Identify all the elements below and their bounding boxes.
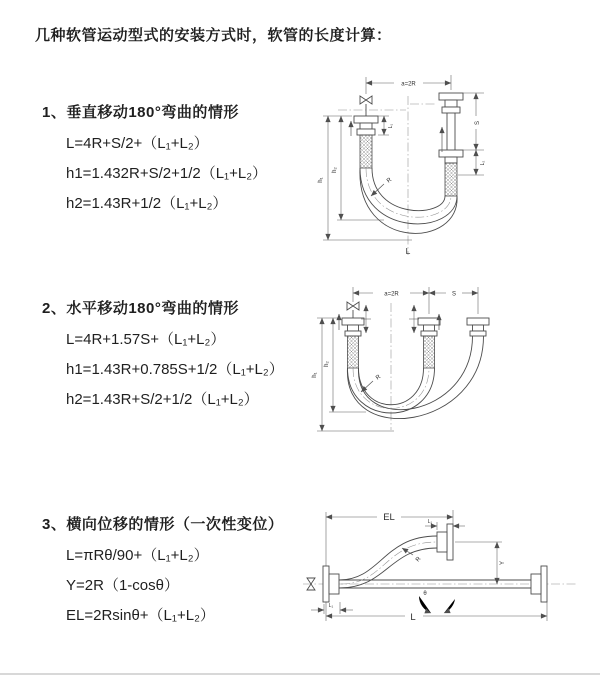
dim-l1-top-label: L₁: [427, 519, 433, 525]
section-3-heading: 3、横向位移的情形（一次性变位）: [42, 516, 284, 533]
dim-h1-label: h₁: [312, 372, 318, 378]
section-vertical-180: [42, 101, 267, 219]
right-hose-end-fitting: [439, 93, 463, 196]
radius-callout: [371, 177, 394, 196]
radius-label: R: [415, 556, 423, 564]
diagram-horizontal-180-bend: [306, 278, 540, 455]
right-top-flange: [437, 524, 453, 560]
dim-l1-label: L₁: [388, 123, 394, 129]
left-flange: [323, 566, 339, 602]
dim-top-label: a=2R: [384, 291, 399, 298]
middle-hose-end-fitting: [418, 318, 440, 368]
hose-u-curves: [347, 336, 483, 419]
section-horizontal-180: [42, 297, 284, 415]
dim-top-label: a=2R: [401, 81, 416, 88]
dim-h2-label: h₂: [332, 167, 338, 173]
dim-top-s: [429, 287, 478, 314]
hose-u-curves: [360, 168, 457, 233]
dim-top-a2r: [366, 75, 451, 94]
dim-el: [326, 510, 453, 566]
braided-hose-section: [348, 336, 359, 368]
length-label: L: [405, 246, 411, 256]
dim-s-label: S: [451, 291, 457, 298]
formula-l: L=πRθ/90+（L₁+L₂）: [66, 547, 209, 564]
formula-h1: h1=1.432R+S/2+1/2（L₁+L₂）: [66, 165, 268, 182]
braided-hose-section: [424, 336, 435, 368]
radius-callout: [361, 374, 383, 392]
dim-l-label: L: [410, 612, 416, 623]
formula-l: L=4R+S/2+（L₁+L₂）: [66, 135, 209, 152]
formula-l: L=4R+1.57S+（L₁+L₂）: [66, 331, 226, 348]
dim-y-label: Y: [500, 560, 506, 566]
section-1-heading: 1、垂直移动180°弯曲的情形: [42, 104, 239, 121]
dim-l: [326, 602, 547, 623]
dim-y: [455, 542, 506, 584]
dim-el-label: EL: [383, 512, 395, 523]
right-hose-end-fitting: [467, 318, 489, 336]
right-bottom-flange: [531, 566, 547, 602]
centerlines: [338, 96, 437, 255]
dim-l1: [378, 116, 394, 135]
formula-h2: h2=1.43R+1/2（L₁+L₂）: [66, 195, 228, 212]
radius-label: R: [375, 374, 383, 382]
left-hose-end-fitting: [342, 318, 364, 368]
braided-hose-section: [445, 163, 457, 196]
dim-h1-label: h₁: [318, 177, 324, 183]
formula-h2: h2=1.43R+S/2+1/2（L₁+L₂）: [66, 391, 259, 408]
valve-icon: [347, 302, 359, 318]
dim-s-label: S: [475, 120, 481, 126]
left-hose-end-fitting: [354, 116, 378, 168]
stroke-indicator-middle: [409, 305, 419, 333]
dim-l1-bottom: [311, 602, 353, 614]
section-2-heading: 2、水平移动180°弯曲的情形: [42, 300, 239, 317]
dim-l2-label: L₂: [480, 160, 486, 166]
formula-el: EL=2Rsinθ+（L₁+L₂）: [66, 607, 215, 624]
dim-l1-bottom-label: L₁: [328, 603, 334, 609]
diagram-vertical-180-bend: [308, 68, 540, 260]
stroke-indicator-left: [361, 305, 371, 333]
radius-label: R: [386, 177, 394, 185]
angle-theta-label: θ: [423, 591, 427, 597]
braided-hose-section: [360, 135, 372, 168]
formula-y: Y=2R（1-cosθ）: [66, 577, 179, 594]
formula-h1: h1=1.43R+0.785S+1/2（L₁+L₂）: [66, 361, 284, 378]
page-title: 几种软管运动型式的安装方式时，软管的长度计算：: [35, 27, 392, 44]
valve-icon: [360, 96, 372, 116]
dim-l1-top: [425, 519, 465, 530]
dim-s: [463, 93, 484, 150]
diagram-lateral-displacement: [295, 498, 595, 645]
dim-h2-label: h₂: [324, 361, 330, 367]
section-lateral-displacement: [42, 513, 283, 631]
